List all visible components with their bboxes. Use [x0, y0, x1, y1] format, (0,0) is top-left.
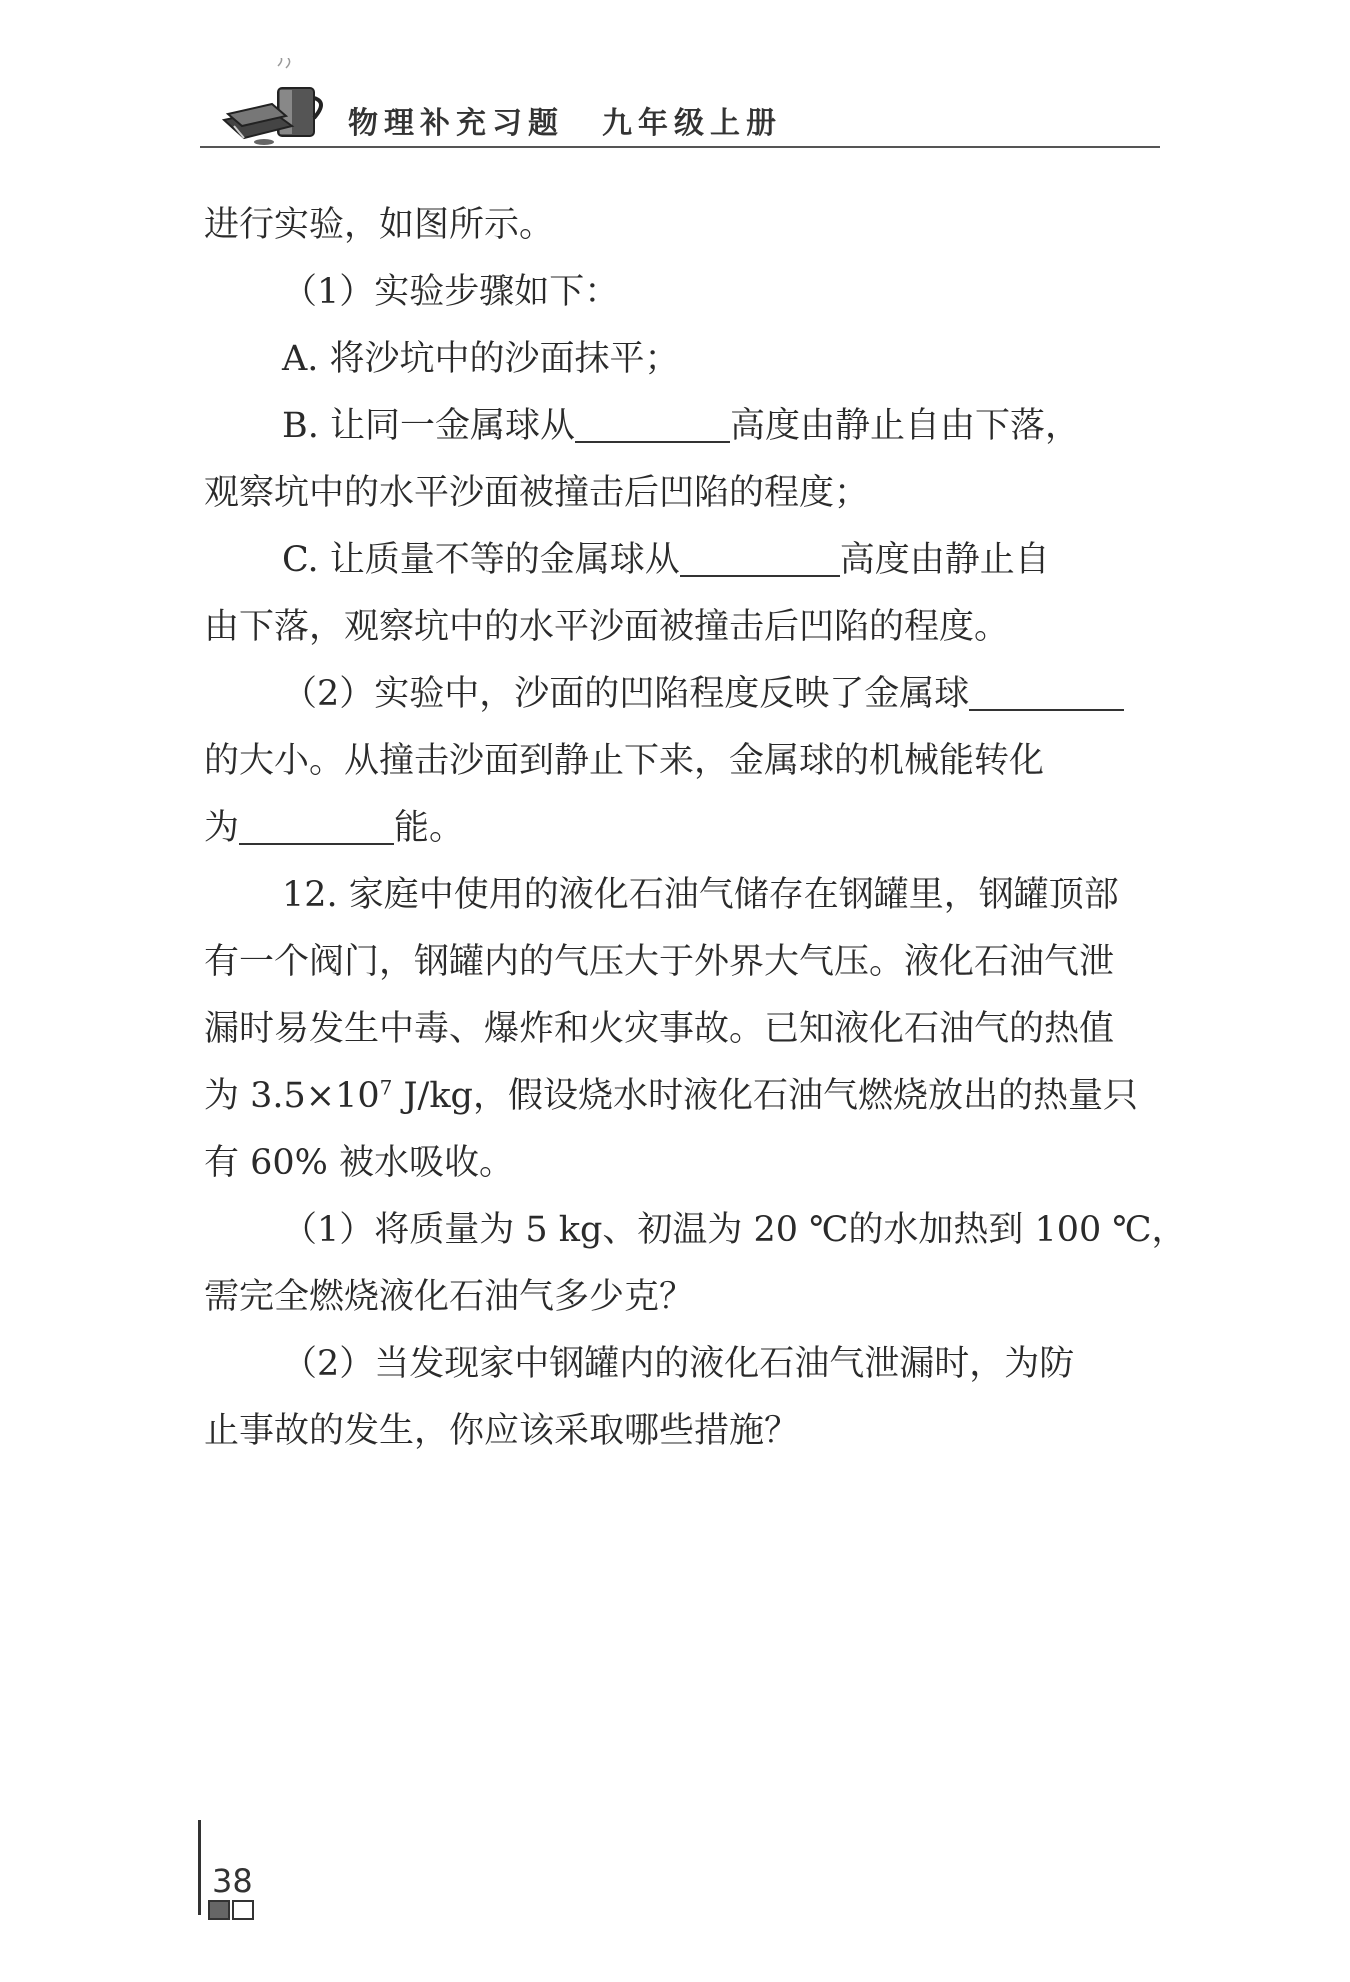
text-run: 高度由静止自由下落，: [729, 406, 1080, 446]
footer-rule: [198, 1820, 201, 1915]
text-line: 需完全燃烧液化石油气多少克？: [204, 1277, 695, 1317]
text-line: 12. 家庭中使用的液化石油气储存在钢罐里，钢罐顶部: [282, 875, 1119, 915]
text-run: 高度由静止自: [839, 540, 1050, 580]
header-rule: [200, 146, 1160, 148]
text-run: 为: [204, 808, 240, 848]
text-line: （1）将质量为 5 kg、初温为 20 ℃的水加热到 100 ℃，: [282, 1210, 1187, 1250]
empty-square-icon: [232, 1900, 254, 1920]
text-run: J/kg，假设烧水时液化石油气燃烧放出的热量只: [392, 1076, 1138, 1116]
book-title: 物理补充习题: [348, 106, 564, 141]
text-line: [204, 527, 1160, 594]
text-run: 能。: [394, 808, 465, 848]
books-and-mug-icon: [220, 58, 335, 146]
grade-label: 九年级上册: [602, 106, 782, 141]
text-line: 的大小。从撞击沙面到静止下来，金属球的机械能转化: [204, 741, 1045, 781]
answer-blank[interactable]: [680, 535, 840, 577]
text-line: 由下落，观察坑中的水平沙面被撞击后凹陷的程度。: [204, 607, 1010, 647]
text-run: 为 3.5×10: [204, 1076, 380, 1116]
page-number: 38: [212, 1862, 253, 1900]
text-line: 有一个阀门，钢罐内的气压大于外界大气压。液化石油气泄: [204, 942, 1115, 982]
page-body: [204, 192, 1187, 1465]
text-line: （1）实验步骤如下：: [282, 272, 620, 312]
exponent: 7: [379, 1075, 393, 1100]
text-line: 止事故的发生，你应该采取哪些措施？: [204, 1411, 800, 1451]
page-footer: [196, 1820, 316, 1920]
text-run: B. 让同一金属球从: [282, 406, 575, 446]
text-line: 漏时易发生中毒、爆炸和火灾事故。已知液化石油气的热值: [204, 1009, 1115, 1049]
text-line: 观察坑中的水平沙面被撞击后凹陷的程度；: [204, 473, 870, 513]
answer-blank[interactable]: [239, 803, 394, 845]
answer-blank[interactable]: [969, 669, 1124, 711]
text-run: （2）实验中，沙面的凹陷程度反映了金属球: [282, 674, 970, 714]
text-line: [204, 393, 1160, 460]
text-line: 有 60% 被水吸收。: [204, 1143, 515, 1183]
text-run: C. 让质量不等的金属球从: [282, 540, 680, 580]
text-line: [204, 1063, 1160, 1130]
filled-square-icon: [208, 1900, 230, 1920]
text-line: A. 将沙坑中的沙面抹平；: [282, 339, 680, 379]
text-line: （2）当发现家中钢罐内的液化石油气泄漏时，为防: [282, 1344, 1075, 1384]
text-line: 进行实验，如图所示。: [204, 205, 555, 245]
answer-blank[interactable]: [575, 401, 730, 443]
header-title: [348, 98, 782, 142]
text-line: [204, 795, 1160, 862]
text-line: [204, 661, 1160, 728]
page-header: [200, 58, 1160, 150]
